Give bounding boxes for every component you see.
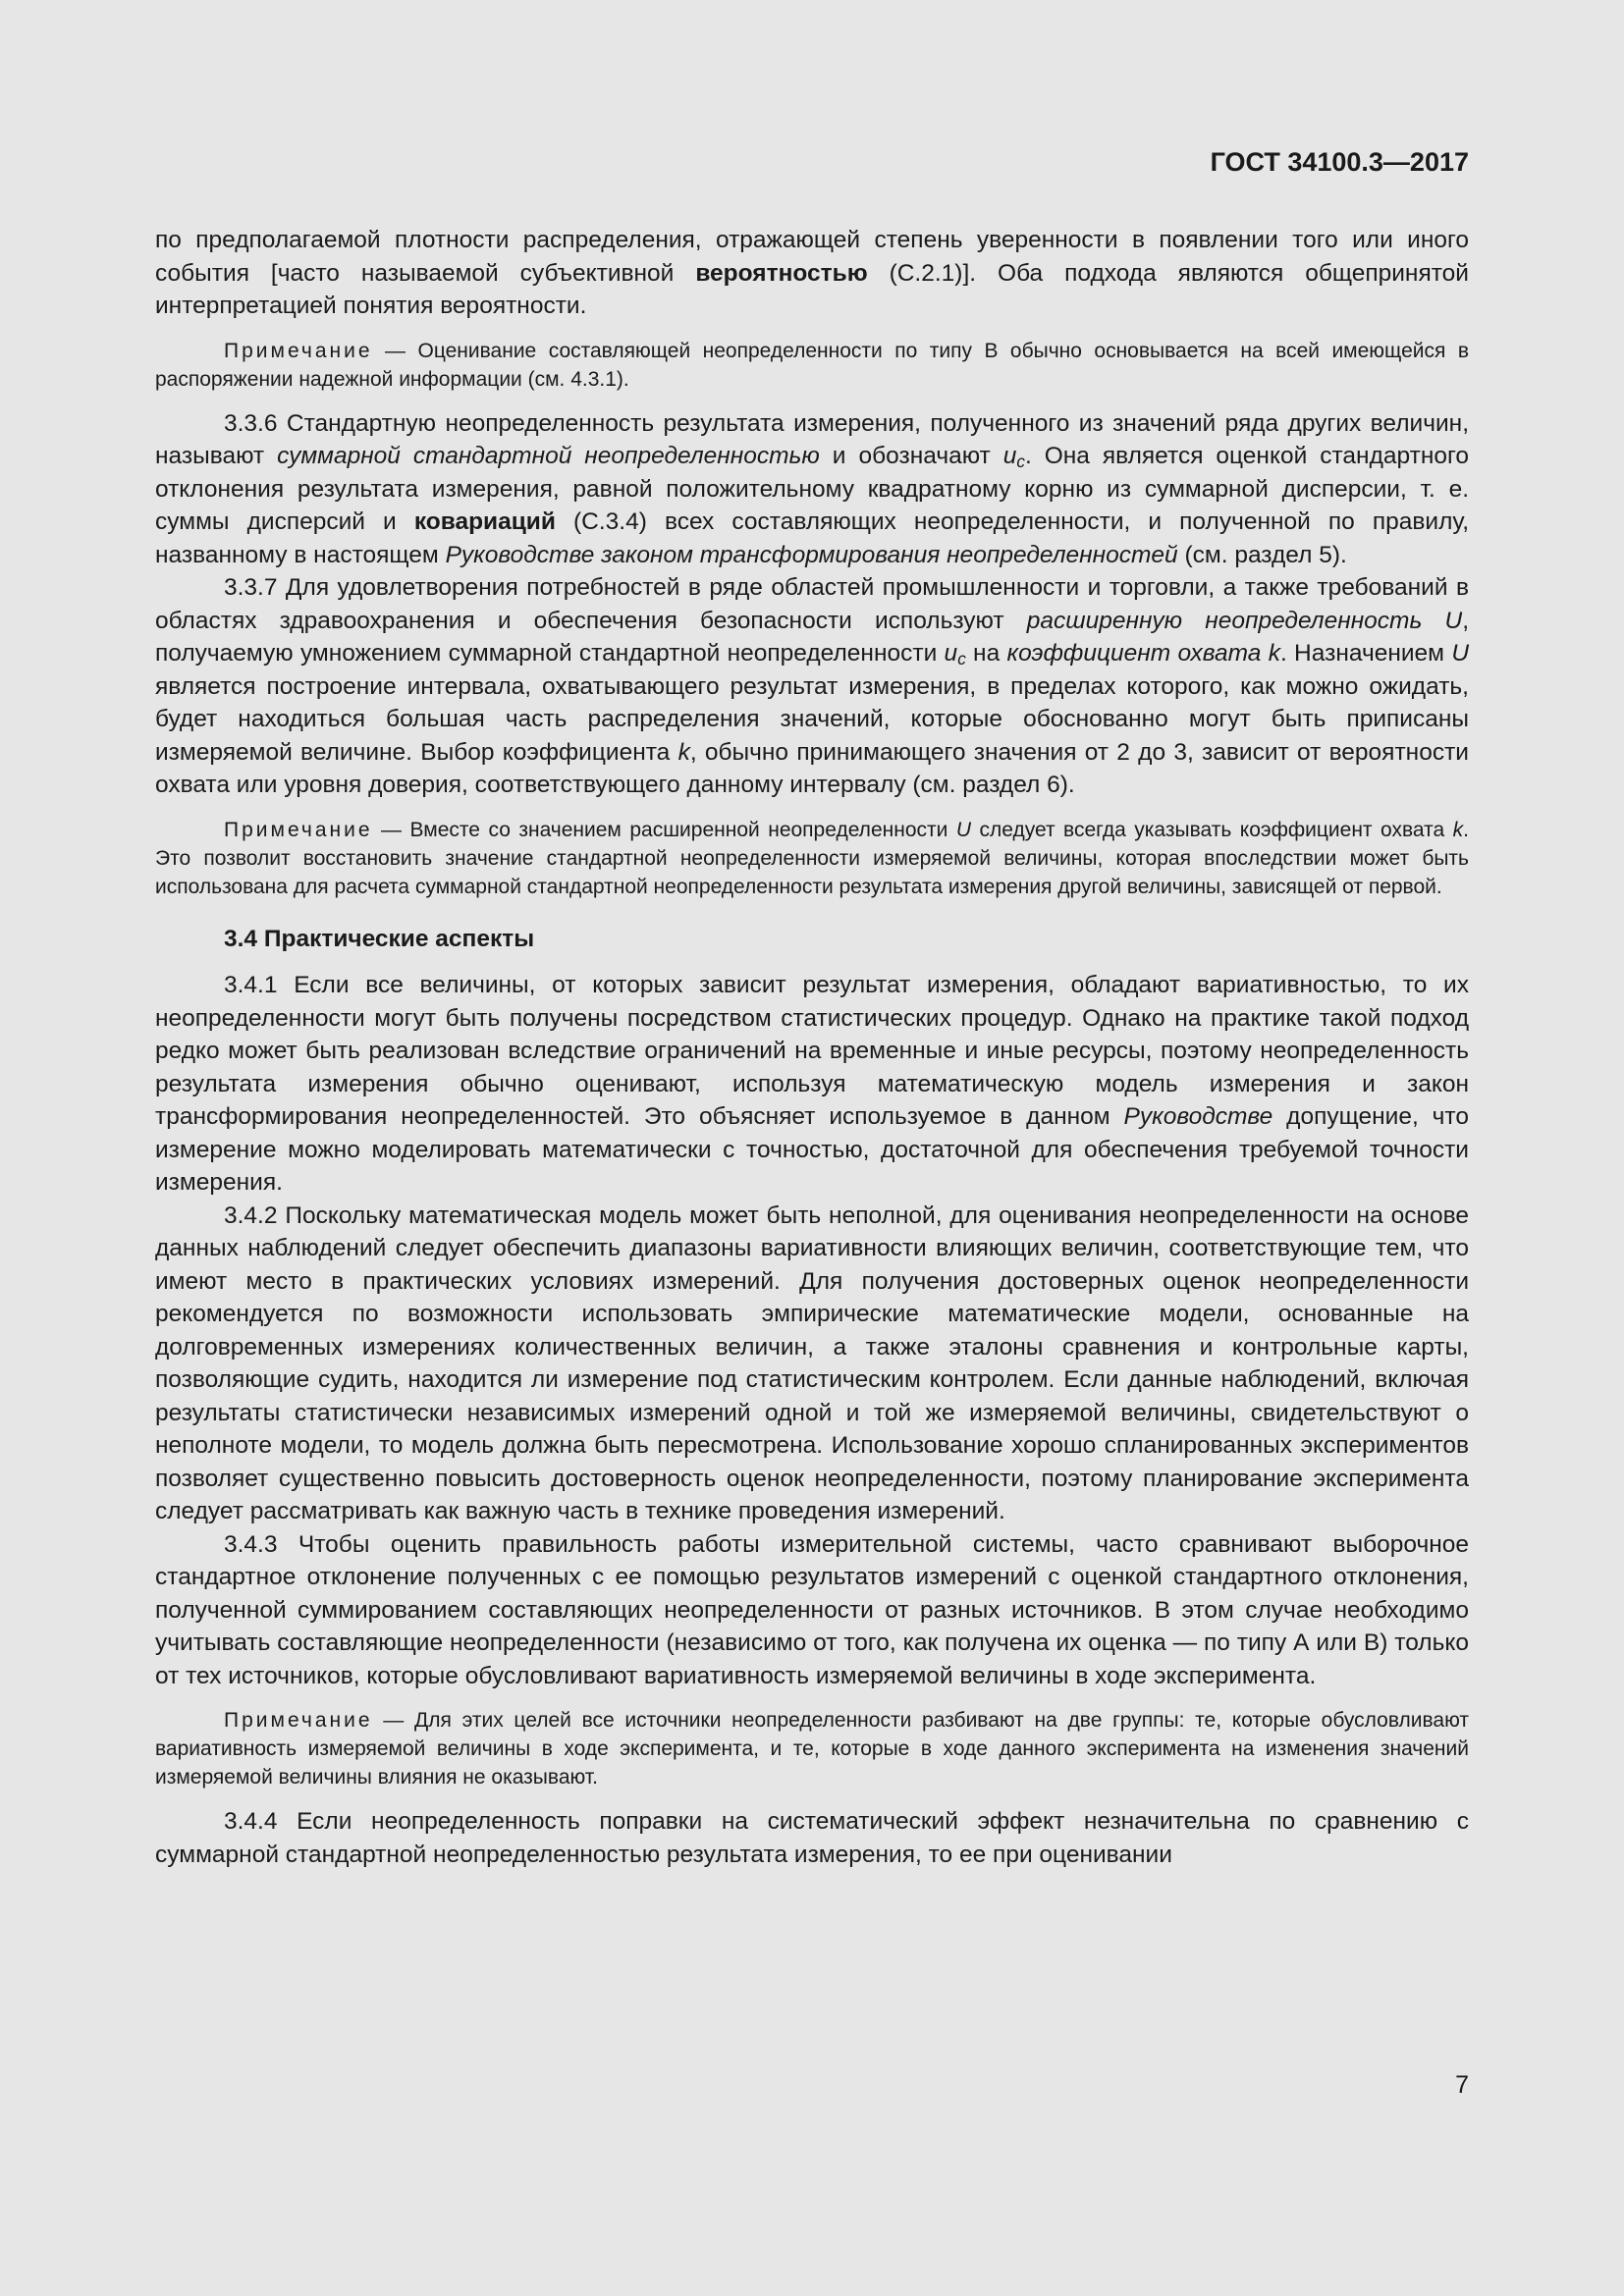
text-run: . Она является оценкой стандартного отклонения результата измерения, равной положительному квадратному корню из суммарной дисперсии, т. е. суммы дисперсий и xyxy=(155,443,1469,535)
text-run: (см. раздел 5). xyxy=(1177,541,1347,568)
paragraph-3-4-3: 3.4.3 Чтобы оценить правильность работы измерительной системы, часто сравнивают выборочное стандартное отклонение полученных с ее помощью результатов измерений с оценкой стандартного отклонения, полученной суммированием составляющих неопределенности от разных источников. В этом случае необходимо учитывать составляющие неопределенности (независимо от того, как получена их оценка — по типу А или В) только от тех источников, которые обусловливают вариативность измеряемой величины в ходе эксперимента. xyxy=(155,1530,1469,1689)
page-number: 7 xyxy=(1455,2071,1469,2099)
note-1 xyxy=(155,337,1469,394)
text-run: 3.3.7 Для удовлетворения потребностей в ряде областей промышленности и торговли, а также требований в областях здравоохранения и обеспечения безопасности используют xyxy=(155,574,1469,634)
text-run: по предполагаемой плотности распределения, отражающей степень уверенности в появлении того или иного события [часто называемой субъективной xyxy=(155,227,1469,287)
text-run: (С.3.4) всех составляющих неопределенности, и полученной по правилу, названному в настоящем xyxy=(155,508,1469,568)
symbol-subscript: c xyxy=(957,649,966,668)
document-code: ГОСТ 34100.3—2017 xyxy=(1210,147,1469,177)
section-heading-3-4: 3.4 Практические аспекты xyxy=(224,925,535,952)
paragraph-3-4-2: 3.4.2 Поскольку математическая модель может быть неполной, для оценивания неопределенности на основе данных наблюдений следует обеспечить диапазоны вариативности влияющих величин, соответствующие тем, что имеют место в практических условиях измерений. Для получения достоверных оценок неопределенности рекомендуется по возможности использовать эмпирические математические модели, основанные на долговременных измерениях количественных величин, а также эталоны сравнения и контрольные карты, позволяющие судить, находится ли измерение под статистическим контролем. Если данные наблюдений, включая результаты статистически независимых измерений одной и той же измеряемой величины, свидетельствуют о неполноте модели, то модель должна быть пересмотрена. Использование хорошо спланированных экспериментов позволяет существенно повысить достоверность оценок неопределенности, поэтому планирование эксперимента следует рассматривать как важную часть в технике проведения измерений. xyxy=(155,1201,1469,1524)
note-label: Примечание xyxy=(224,1709,373,1732)
symbol-subscript: c xyxy=(1016,452,1025,471)
note-label: Примечание xyxy=(224,339,373,362)
text-run: и обозначают xyxy=(819,443,1003,469)
note-text: . Это позволит восстановить значение стандартной неопределенности измеряемой величины, которая впоследствии может быть использована для расчета суммарной стандартной неопределенности результата измерения другой величины, зависящей от первой. xyxy=(155,818,1469,898)
page-content xyxy=(155,224,1469,1871)
text-run: 3.3.6 Стандартную неопределенность результата измерения, полученного из значений ряда других величин, называют xyxy=(155,409,1469,469)
term-italic: Руководстве xyxy=(1123,1103,1273,1130)
text-run: (С.2.1)]. Оба подхода являются общепринятой интерпретацией понятия вероятности. xyxy=(155,259,1469,319)
term-italic: суммарной стандартной неопределенностью xyxy=(277,443,820,469)
symbol: u xyxy=(1002,443,1017,469)
note-2 xyxy=(155,816,1469,901)
term-italic: коэффициент охвата k xyxy=(1006,640,1280,667)
note-text: следует всегда указывать коэффициент охвата xyxy=(971,818,1453,841)
text-run: на xyxy=(965,640,1007,667)
symbol: U xyxy=(955,818,971,841)
symbol: k xyxy=(677,738,690,766)
text-run: . Назначением xyxy=(1279,640,1452,667)
paragraph-intro xyxy=(155,224,1469,323)
symbol: u xyxy=(944,640,958,667)
note-text: — Вместе со значением расширенной неопределенности xyxy=(372,818,956,841)
term-italic: Руководстве законом трансформирования неопределенностей xyxy=(445,541,1178,568)
symbol: k xyxy=(1452,818,1464,841)
text-run: , получаемую умножением суммарной стандартной неопределенности xyxy=(155,607,1469,667)
text-run: допущение, что измерение можно моделировать математически с точностью, достаточной для обеспечения требуемой точности измерения. xyxy=(155,1103,1470,1196)
term-italic: расширенную неопределенность U xyxy=(1026,607,1463,634)
paragraph-3-3-6 xyxy=(155,407,1469,572)
paragraph-3-4-1 xyxy=(155,969,1469,1200)
note-3 xyxy=(155,1706,1469,1791)
text-run: 3.4.1 Если все величины, от которых зависит результат измерения, обладают вариативностью, то их неопределенности могут быть получены посредством статистических процедур. Однако на практике такой подход редко может быть реализован вследствие ограничений на временные и иные ресурсы, поэтому неопределенность результата измерения обычно оценивают, используя математическую модель измерения и закон трансформирования неопределенностей. Это объясняет используемое в данном xyxy=(155,972,1469,1130)
text-run: является построение интервала, охватывающего результат измерения, в пределах которого, как можно ожидать, будет находиться большая часть распределения значений, которые обоснованно могут быть приписаны измеряемой величине. Выбор коэффициента xyxy=(155,672,1469,766)
term-bold: вероятностью xyxy=(695,259,868,287)
note-label: Примечание xyxy=(224,818,373,841)
paragraph-3-3-7 xyxy=(155,571,1469,802)
symbol: U xyxy=(1451,640,1470,667)
note-text: — Оценивание составляющей неопределенности по типу В обычно основывается на всей имеющейся в распоряжении надежной информации (см. 4.3.1). xyxy=(155,339,1469,391)
note-text: — Для этих целей все источники неопределенности разбивают на две группы: те, которые обусловливают вариативность измеряемой величины в ходе эксперимента, и те, которые в ходе данного эксперимента на изменения значений измеряемой величины влияния не оказывают. xyxy=(155,1709,1469,1789)
term-bold: ковариаций xyxy=(413,508,556,535)
paragraph-3-4-4: 3.4.4 Если неопределенность поправки на систематический эффект незначительна по сравнению с суммарной стандартной неопределенностью результата измерения, то ее при оценивании xyxy=(155,1808,1469,1868)
text-run: , обычно принимающего значения от 2 до 3, зависит от вероятности охвата или уровня доверия, соответствующего данному интервалу (см. раздел 6). xyxy=(155,738,1469,798)
